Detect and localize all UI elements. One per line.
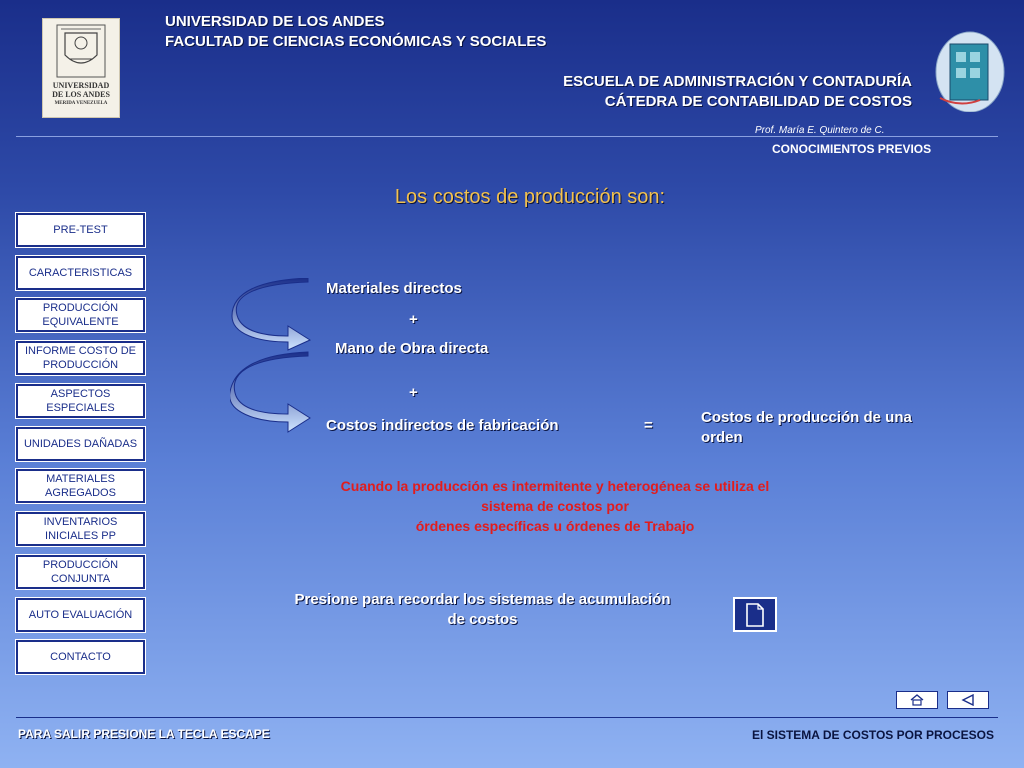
note-text bbox=[240, 476, 870, 536]
nav-informe-costo[interactable] bbox=[16, 341, 145, 375]
section-title: CONOCIMIENTOS PREVIOS bbox=[772, 142, 932, 156]
school-name: ESCUELA DE ADMINISTRACIÓN Y CONTADURÍA bbox=[563, 73, 912, 90]
nav-auto-evaluacion[interactable] bbox=[16, 598, 145, 632]
faculty-name: FACULTAD DE CIENCIAS ECONÓMICAS Y SOCIALES bbox=[165, 33, 547, 50]
nav-label: UNIDADES DAÑADAS bbox=[23, 438, 138, 450]
nav-label: AUTO EVALUACIÓN bbox=[28, 609, 133, 621]
footer-divider bbox=[16, 717, 998, 718]
document-button[interactable] bbox=[733, 597, 777, 632]
nav-label: INFORME COSTO DE PRODUCCIÓN bbox=[24, 345, 137, 371]
logo-text-2: DE LOS ANDES bbox=[52, 90, 110, 99]
back-button[interactable] bbox=[947, 691, 989, 709]
building-illustration bbox=[934, 28, 1006, 112]
home-button[interactable] bbox=[896, 691, 938, 709]
nav-label: MATERIALES AGREGADOS bbox=[45, 473, 116, 499]
nav-produccion-equivalente[interactable] bbox=[16, 298, 145, 332]
nav-aspectos-especiales[interactable] bbox=[16, 384, 145, 418]
nav-label: PRODUCCIÓN EQUIVALENTE bbox=[42, 302, 119, 328]
nav-contacto[interactable] bbox=[16, 640, 145, 674]
document-icon bbox=[746, 603, 764, 627]
press-instruction bbox=[255, 590, 710, 630]
page-title: Los costos de producción son: bbox=[394, 186, 666, 208]
plus-sign-1: + bbox=[409, 311, 418, 328]
item-costos-indirectos: Costos indirectos de fabricación bbox=[326, 417, 559, 434]
nav-caracteristicas[interactable] bbox=[16, 256, 145, 290]
university-name: UNIVERSIDAD DE LOS ANDES bbox=[165, 13, 385, 30]
plus-sign-2: + bbox=[409, 384, 418, 401]
note-line-2: sistema de costos por bbox=[481, 498, 629, 514]
item-materiales-directos: Materiales directos bbox=[326, 280, 462, 297]
nav-unidades-danadas[interactable] bbox=[16, 427, 145, 461]
university-logo bbox=[42, 18, 120, 118]
home-icon bbox=[910, 694, 924, 706]
chair-name: CÁTEDRA DE CONTABILIDAD DE COSTOS bbox=[604, 93, 912, 110]
nav-label: CONTACTO bbox=[50, 651, 111, 663]
result-line-2: orden bbox=[701, 429, 743, 446]
press-line-2: de costos bbox=[447, 611, 518, 628]
curved-arrows bbox=[230, 278, 320, 438]
note-line-1: Cuando la producción es intermitente y heterogénea se utiliza el bbox=[340, 478, 770, 494]
result-line-1: Costos de producción de una bbox=[701, 409, 912, 426]
nav-label: PRE-TEST bbox=[53, 224, 108, 236]
nav-inventarios-iniciales[interactable] bbox=[16, 512, 145, 546]
equals-sign: = bbox=[644, 417, 653, 434]
professor-name: Prof. María E. Quintero de C. bbox=[755, 125, 885, 136]
nav-produccion-conjunta[interactable] bbox=[16, 555, 145, 589]
result-text bbox=[701, 408, 912, 448]
footer-system-title: El SISTEMA DE COSTOS POR PROCESOS bbox=[751, 728, 994, 742]
nav-materiales-agregados[interactable] bbox=[16, 469, 145, 503]
note-line-3: órdenes específicas u órdenes de Trabajo bbox=[415, 518, 695, 534]
item-mano-de-obra: Mano de Obra directa bbox=[335, 340, 489, 357]
exit-instruction: PARA SALIR PRESIONE LA TECLA ESCAPE bbox=[18, 727, 270, 741]
header-divider bbox=[16, 136, 998, 137]
logo-text-1: UNIVERSIDAD bbox=[52, 81, 110, 90]
nav-label: CARACTERISTICAS bbox=[28, 267, 133, 279]
nav-pre-test[interactable] bbox=[16, 213, 145, 247]
logo-text-3: MERIDA VENEZUELA bbox=[54, 101, 108, 106]
nav-label: ASPECTOS ESPECIALES bbox=[46, 388, 115, 414]
nav-label: PRODUCCIÓN CONJUNTA bbox=[42, 559, 119, 585]
back-arrow-icon bbox=[961, 694, 975, 706]
nav-label: INVENTARIOS INICIALES PP bbox=[43, 516, 118, 542]
press-line-1: Presione para recordar los sistemas de acumulación bbox=[294, 591, 671, 608]
